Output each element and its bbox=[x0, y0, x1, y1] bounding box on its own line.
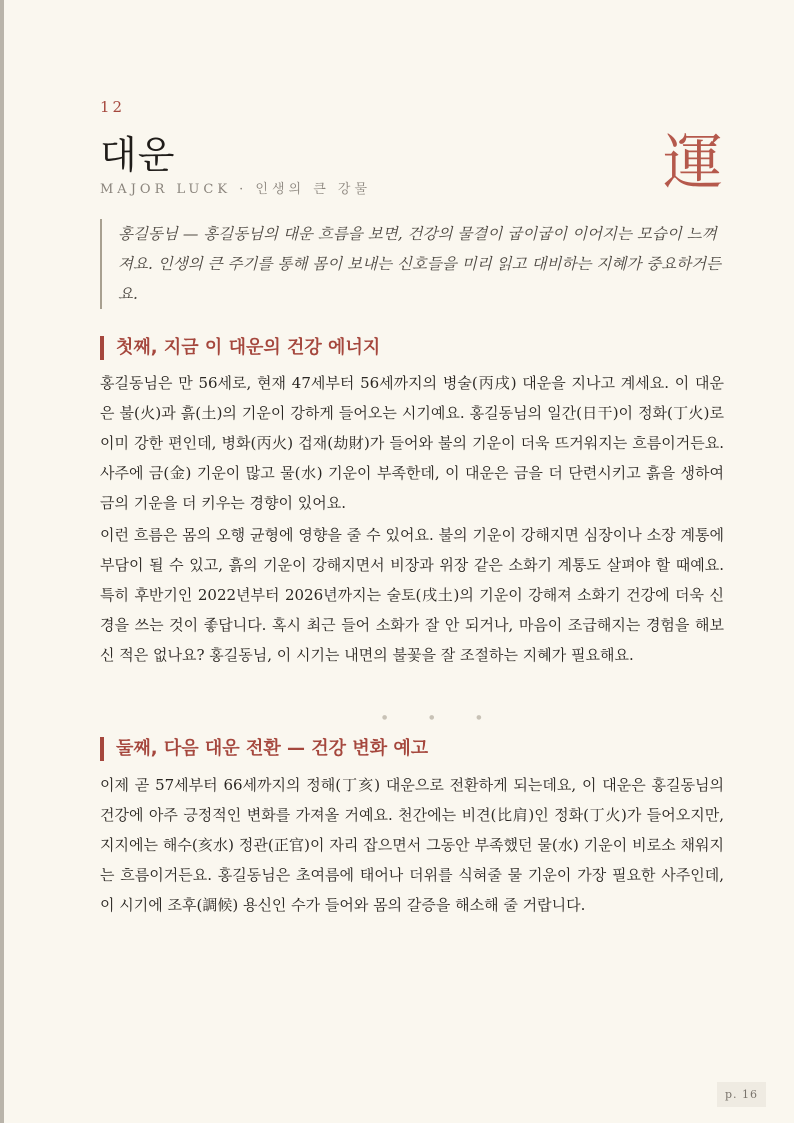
chapter-number: 12 bbox=[100, 98, 126, 116]
section-1-paragraph-2: 이런 흐름은 몸의 오행 균형에 영향을 줄 수 있어요. 불의 기운이 강해지면 심장이나 소장 계통에 부담이 될 수 있고, 흙의 기운이 강해지면서 비장과 위장 같은 소화기 계통도 살펴야 할 때예요. 특히 후반기인 2022년부터 2026년까지는 술토(戌土)의 기운이 강해져 소화기 건강에 더욱 신경을 쓰는 것이 좋답니다. 혹시 최근 들어 소화가 잘 안 되거나, 마음이 조급해지는 경험을 해보신 적은 없나요? 홍길동님, 이 시기는 내면의 불꽃을 잘 조절하는 지혜가 필요해요. bbox=[100, 526, 724, 664]
section-divider: ● ● ● bbox=[382, 714, 502, 721]
section-2-paragraph-1: 이제 곧 57세부터 66세까지의 정해(丁亥) 대운으로 전환하게 되는데요, 이 대운은 홍길동님의 건강에 아주 긍정적인 변화를 가져올 거예요. 천간에는 비견(比肩)인 정화(丁火)가 들어오지만, 지지에는 해수(亥水) 정관(正官)이 자리 잡으면서 그동안 부족했던 물(水) 기운이 비로소 채워지는 흐름이거든요. 홍길동님은 초여름에 태어나 더위를 식혀줄 물 기운이 가장 필요한 사주인데, 이 시기에 조후(調候) 용신인 수가 들어와 몸의 갈증을 해소해 줄 거랍니다. bbox=[100, 776, 724, 914]
page-number: p. 16 bbox=[717, 1082, 766, 1107]
section-1-paragraph-1: 홍길동님은 만 56세로, 현재 47세부터 56세까지의 병술(丙戌) 대운을 지나고 계세요. 이 대운은 불(火)과 흙(土)의 기운이 강하게 들어오는 시기예요. 홍길동님의 일간(日干)이 정화(丁火)로 이미 강한 편인데, 병화(丙火) 겁재(劫財)가 들어와 불의 기운이 더욱 뜨거워지는 흐름이거든요. 사주에 금(金) 기운이 많고 물(水) 기운이 부족한데, 이 대운은 금을 더 단련시키고 흙을 생하여 금의 기운을 더 키우는 경향이 있어요. bbox=[100, 374, 724, 512]
chapter-subtitle: MAJOR LUCK · 인생의 큰 강물 bbox=[100, 182, 372, 197]
intro-quote: 홍길동님 — 홍길동님의 대운 흐름을 보면, 건강의 물결이 굽이굽이 이어지는 모습이 느껴져요. 인생의 큰 주기를 통해 몸이 보내는 신호들을 미리 읽고 대비하는 지혜가 중요하거든요. bbox=[100, 219, 724, 309]
page-spine bbox=[0, 0, 4, 1123]
section-heading-current-luck: 첫째, 지금 이 대운의 건강 에너지 bbox=[100, 336, 736, 360]
chapter-seal-glyph: 運 bbox=[663, 128, 723, 198]
section-heading-next-luck: 둘째, 다음 대운 전환 — 건강 변화 예고 bbox=[100, 737, 736, 761]
chapter-title: 대운 bbox=[100, 133, 176, 177]
